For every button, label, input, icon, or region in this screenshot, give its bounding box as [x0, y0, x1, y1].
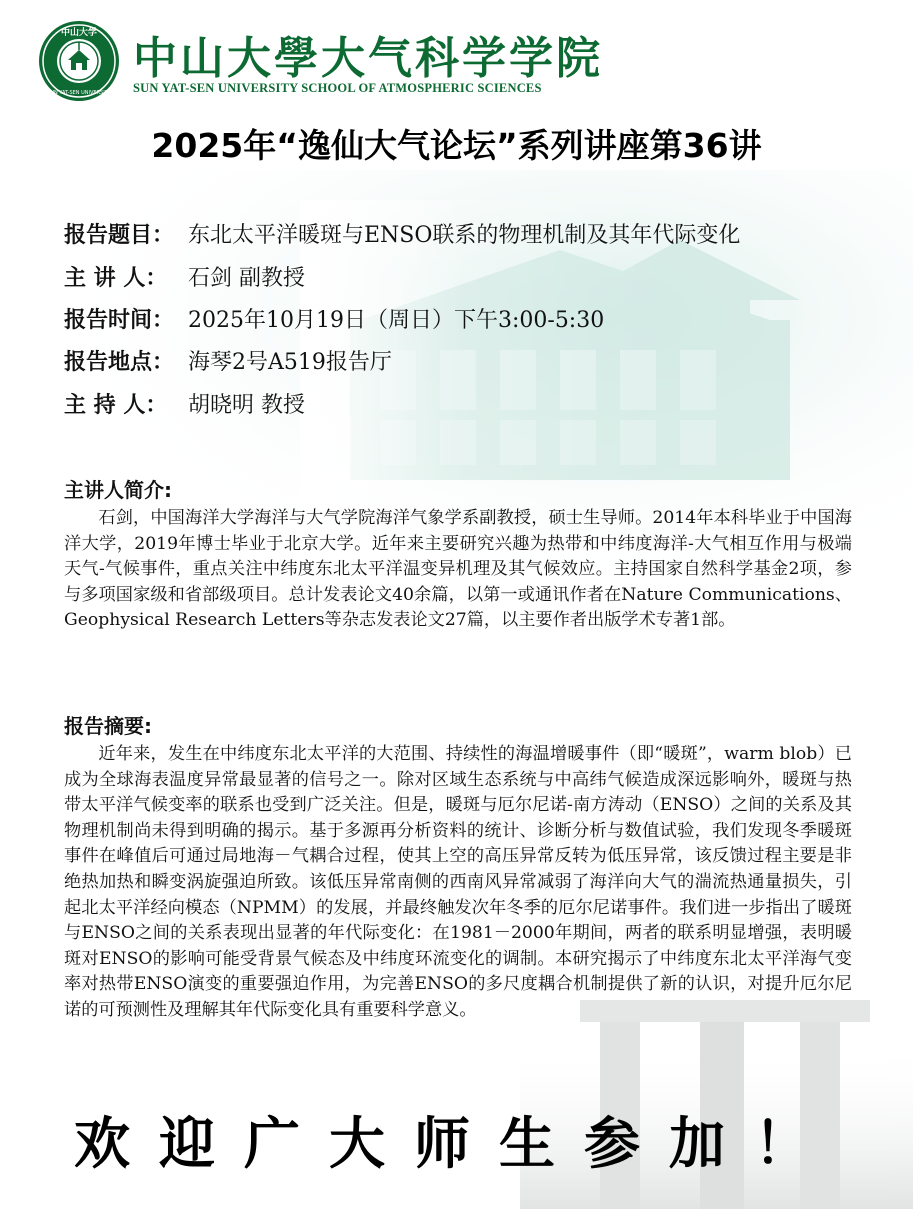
info-host [64, 388, 305, 420]
info-label: 报告时间： [64, 308, 175, 333]
seal-text-cn: 中山大学 [60, 28, 98, 38]
info-label: 主 讲 人： [64, 266, 168, 291]
seal-text-en: SUN YAT-SEN UNIVERSITY [47, 90, 111, 96]
info-value: 石剑 副教授 [188, 266, 305, 291]
bio-heading: 主讲人简介: [64, 478, 172, 502]
info-speaker [64, 261, 305, 293]
info-label: 主 持 人： [64, 393, 168, 418]
school-name-cn: 中山大學大气科学学院 [133, 33, 603, 84]
info-value: 胡晓明 教授 [188, 393, 305, 418]
info-value: 海琴2号A519报告厅 [188, 350, 392, 375]
abstract-paragraph: 近年来，发生在中纬度东北太平洋的大范围、持续性的海温增暖事件（即“暖斑”，warm blob）已成为全球海表温度异常最显著的信号之一。除对区域生态系统与中高纬气候造成深远影响外，暖斑与热带太平洋气候变率的联系也受到广泛关注。但是，暖斑与厄尔尼诺-南方涛动（ENSO）之间的关系及其物理机制尚未得到明确的揭示。基于多源再分析资料的统计、诊断分析与数值试验，我们发现冬季暖斑事件在峰值后可通过局地海－气耦合过程，使其上空的高压异常反转为低压异常，该反馈过程主要是非绝热加热和瞬变涡旋强迫所致。该低压异常南侧的西南风异常减弱了海洋向大气的湍流热通量损失，引起北太平洋经向模态（NPMM）的发展，并最终触发次年冬季的厄尔尼诺事件。我们进一步指出了暖斑与ENSO之间的关系表现出显著的年代际变化：在1981－2000年期间，两者的联系明显增强，表明暖斑对ENSO的影响可能受背景气候态及中纬度环流变化的调制。本研究揭示了中纬度东北太平洋海气变率对热带ENSO演变的重要强迫作用，为完善ENSO的多尺度耦合机制提供了新的认识，对提升厄尔尼诺的可预测性及理解其年代际变化具有重要科学意义。 [64, 744, 852, 1020]
info-label: 报告题目： [64, 223, 175, 248]
lecture-title: 2025年“逸仙大气论坛”系列讲座第36讲 [151, 126, 762, 165]
info-value: 东北太平洋暖斑与ENSO联系的物理机制及其年代际变化 [188, 223, 741, 248]
school-name-en: SUN YAT-SEN UNIVERSITY SCHOOL OF ATMOSPHERIC SCIENCES [133, 81, 542, 95]
info-topic [64, 218, 740, 250]
info-location [64, 345, 392, 377]
welcome-banner: 欢迎广大师生参加！ [74, 1111, 839, 1177]
abstract-heading: 报告摘要: [64, 714, 152, 738]
info-label: 报告地点： [64, 350, 175, 375]
bio-paragraph: 石剑，中国海洋大学海洋与大气学院海洋气象学系副教授，硕士生导师。2014年本科毕业于中国海洋大学，2019年博士毕业于北京大学。近年来主要研究兴趣为热带和中纬度海洋-大气相互作用与极端天气-气候事件，重点关注中纬度东北太平洋温变异机理及其气候效应。主持国家自然科学基金2项，参与多项国家级和省部级项目。总计发表论文40余篇，以第一或通讯作者在Nature Communications、Geophysical Research Letters等杂志发表论文27篇，以主要作者出版学术专著1部。 [64, 508, 852, 631]
university-seal-logo [38, 20, 120, 102]
info-value: 2025年10月19日（周日）下午3:00-5:30 [188, 308, 605, 333]
info-time [64, 303, 604, 335]
